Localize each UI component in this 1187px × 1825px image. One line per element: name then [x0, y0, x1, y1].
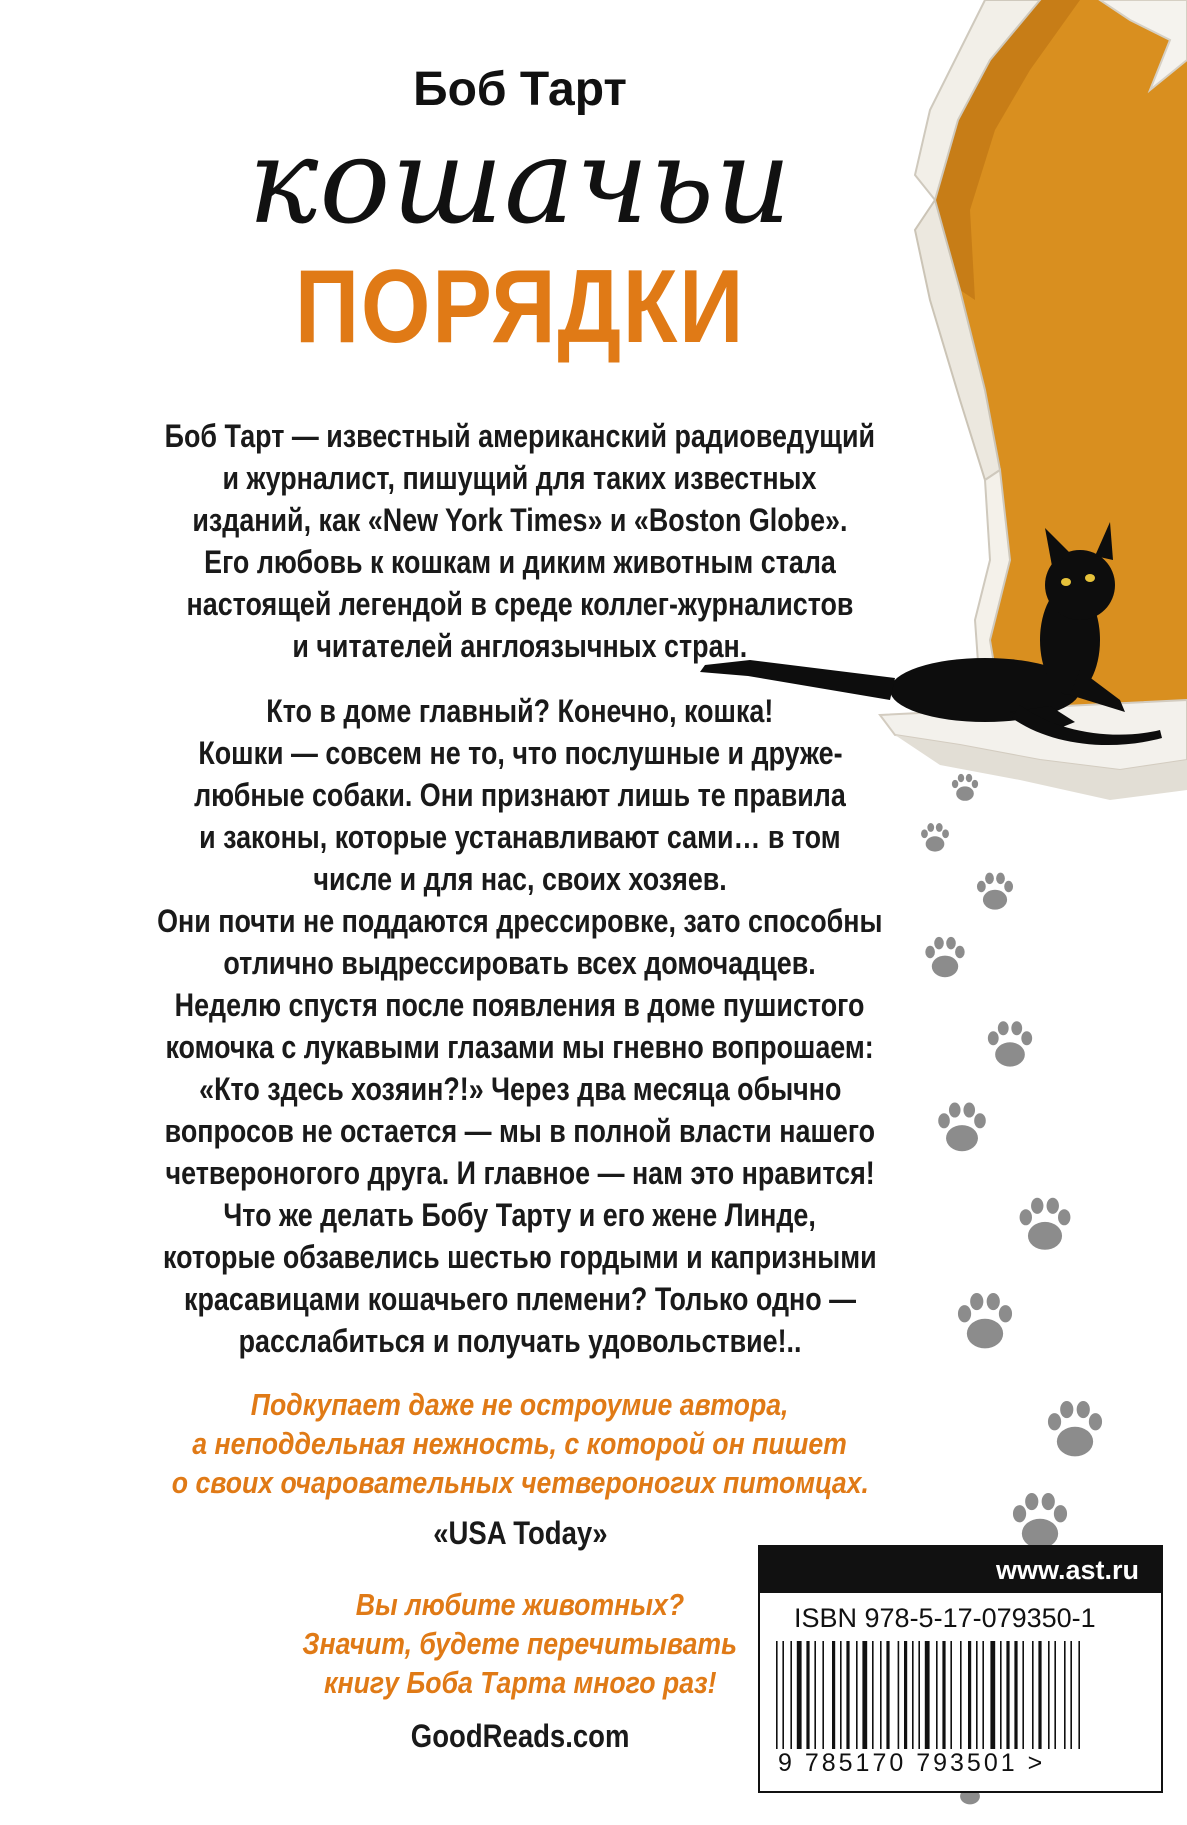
annotation-line: Кошки — совсем не то, что послушные и друже-: [197, 735, 843, 771]
barcode-bar: [797, 1641, 802, 1749]
annotation-line: красавицами кошачьего племени? Только одно —: [183, 1281, 856, 1317]
review-line: книгу Боба Тарта много раз!: [323, 1665, 717, 1700]
annotation-line: «Кто здесь хозяин?!» Через два месяца обычно: [198, 1071, 842, 1107]
bio-line: настоящей легендой в среде коллег-журналистов: [186, 586, 854, 622]
barcode-bar: [950, 1641, 952, 1749]
barcode-bar: [806, 1641, 809, 1749]
annotation-line: Неделю спустя после появления в доме пушистого: [175, 987, 865, 1023]
annotation-line: которые обзавелись шестью гордыми и капризными: [163, 1239, 877, 1275]
bio-line: и читателей англоязычных стран.: [292, 628, 748, 664]
barcode-bar: [960, 1641, 962, 1749]
barcode-bar: [822, 1641, 824, 1749]
barcode-bar: [1048, 1641, 1050, 1749]
review-source: «USA Today»: [432, 1515, 608, 1551]
barcode-bar: [918, 1641, 920, 1749]
book-annotation: [40, 690, 1000, 1362]
barcode-bar: [898, 1641, 900, 1749]
barcode-bar: [1006, 1641, 1009, 1749]
annotation-line: четвероногого друга. И главное — нам это нравится!: [165, 1155, 875, 1191]
annotation-line: Кто в доме главный? Конечно, кошка!: [266, 693, 774, 729]
annotation-line: вопросов не остается — мы в полной власти нашего: [164, 1113, 876, 1149]
barcode-bar: [976, 1641, 978, 1749]
annotation-line: и законы, которые устанавливают сами… в том: [199, 819, 841, 855]
annotation-line: Они почти не поддаются дрессировке, зато способны: [157, 903, 883, 939]
barcode-bar: [814, 1641, 816, 1749]
annotation-line: числе и для нас, своих хозяев.: [313, 861, 727, 897]
barcode-bar: [872, 1641, 874, 1749]
barcode-bar: [776, 1641, 778, 1749]
annotation-line: Что же делать Бобу Тарту и его жене Линде,: [223, 1197, 817, 1233]
barcode: [776, 1641, 1146, 1749]
barcode-bar: [1064, 1641, 1066, 1749]
barcode-bar: [942, 1641, 945, 1749]
bio-line: изданий, как «New York Times» и «Boston Globe».: [192, 502, 848, 538]
barcode-bar: [904, 1641, 907, 1749]
annotation-line: отлично выдрессировать всех домочадцев.: [223, 945, 817, 981]
review-line: Значит, будете перечитывать: [302, 1626, 738, 1661]
isbn-number: ISBN 978-5-17-079350-1: [794, 1603, 1096, 1633]
review-line: Подкупает даже не остроумие автора,: [251, 1387, 789, 1422]
barcode-bar: [1070, 1641, 1072, 1749]
barcode-digits: 9 785170 793501 >: [778, 1749, 1046, 1777]
annotation-line: комочка с лукавыми глазами мы гневно вопрошаем:: [165, 1029, 875, 1065]
barcode-bar: [982, 1641, 984, 1749]
barcode-bar: [832, 1641, 835, 1749]
barcode-bar: [1032, 1641, 1034, 1749]
barcode-bar: [790, 1641, 792, 1749]
paw-print: [1048, 1401, 1102, 1456]
barcode-bar: [925, 1641, 930, 1749]
barcode-bar: [840, 1641, 842, 1749]
bio-line: Боб Тарт — известный американский радиоведущий: [164, 418, 876, 454]
review-source: GoodReads.com: [410, 1718, 630, 1754]
review-usa-today: [40, 1385, 1000, 1502]
bio-line: Его любовь к кошкам и диким животным стала: [204, 544, 836, 580]
barcode-bar: [1000, 1641, 1002, 1749]
barcode-bar: [912, 1641, 914, 1749]
barcode-bar: [1022, 1641, 1024, 1749]
bio-line: и журналист, пишущий для таких известных: [223, 460, 817, 496]
barcode-bar: [886, 1641, 889, 1749]
barcode-bar: [1038, 1641, 1041, 1749]
barcode-bar: [1014, 1641, 1017, 1749]
annotation-line: расслабиться и получать удовольствие!..: [238, 1323, 802, 1359]
author-name: Боб Тарт: [413, 63, 627, 116]
barcode-bar: [782, 1641, 784, 1749]
review-line: а неподдельная нежность, с которой он пишет: [192, 1426, 848, 1461]
review-line: о своих очаровательных четвероногих питомцах.: [171, 1465, 869, 1500]
review-line: Вы любите животных?: [355, 1587, 685, 1622]
paw-print: [1013, 1493, 1067, 1548]
barcode-bar: [968, 1641, 971, 1749]
isbn-barcode-box: [758, 1545, 1163, 1793]
barcode-bar: [990, 1641, 995, 1749]
author-bio: [40, 415, 1000, 667]
barcode-bar: [880, 1641, 882, 1749]
title-line-1: кошачьи: [247, 112, 793, 250]
title-line-2: ПОРЯДКИ: [294, 249, 746, 365]
barcode-bar: [936, 1641, 938, 1749]
paw-print: [1020, 1198, 1071, 1250]
annotation-line: любные собаки. Они признают лишь те правила: [194, 777, 846, 813]
barcode-bar: [846, 1641, 849, 1749]
barcode-bar: [856, 1641, 858, 1749]
publisher-website: www.ast.ru: [760, 1547, 1161, 1593]
barcode-bar: [1054, 1641, 1056, 1749]
barcode-bar: [1078, 1641, 1080, 1749]
barcode-bar: [862, 1641, 867, 1749]
